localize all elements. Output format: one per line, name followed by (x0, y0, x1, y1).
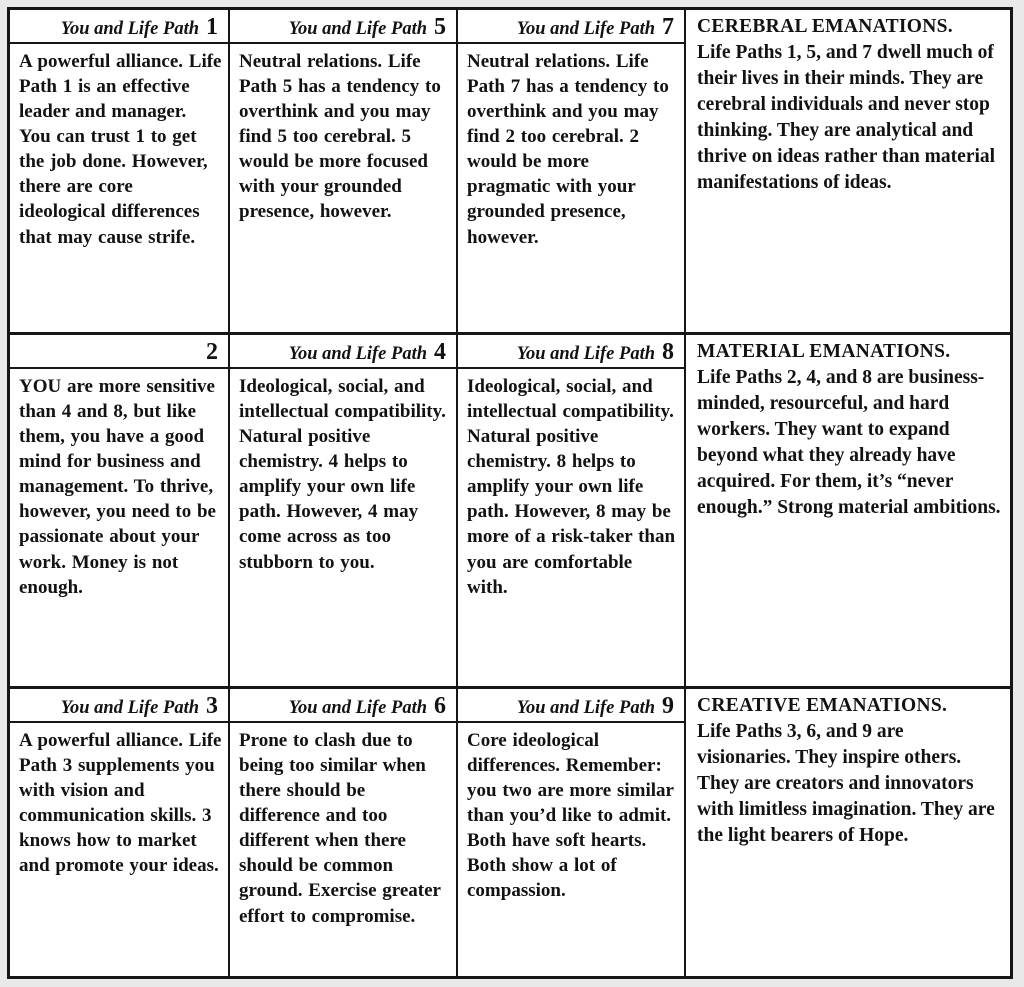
category-body-text: Life Paths 2, 4, and 8 are business-minded, resourceful, and hard workers. They want to expand beyond what they already have acquired. For them, it’s “never enough.” Strong material ambitions. (697, 366, 1001, 518)
cell-life-path-2 (10, 335, 230, 686)
life-path-compatibility-table (7, 7, 1013, 979)
cell-header-number: 6 (434, 693, 446, 719)
cell-header-prefix: You and Life Path (60, 698, 199, 718)
cell-header (458, 10, 684, 44)
category-cell-creative-emanations (686, 689, 1010, 976)
cell-header (458, 689, 684, 723)
category-title: CREATIVE EMANATIONS. (697, 695, 948, 716)
cell-header-prefix: You and Life Path (60, 19, 199, 39)
cell-body-text: Core ideological differences. Remember: you two are more similar than you’d like to admit. Both have soft hearts. Both show a lot of compassion. (467, 730, 674, 902)
cell-body-text: Neutral relations. Life Path 5 has a tendency to overthink and you may find 5 too cerebral. 5 would be more focused with your grounded presence, however. (239, 51, 441, 223)
cell-header-prefix: You and Life Path (516, 19, 655, 39)
cell-life-path-5 (230, 10, 458, 332)
cell-header-number: 3 (206, 693, 218, 719)
table-row-group-material (10, 335, 1010, 689)
cell-header-number: 8 (662, 339, 674, 365)
cell-header (230, 335, 456, 369)
cell-header-number: 1 (206, 14, 218, 40)
category-title: CEREBRAL EMANATIONS. (697, 16, 953, 37)
cell-header (10, 335, 228, 369)
cell-header (458, 335, 684, 369)
cell-life-path-1 (10, 10, 230, 332)
category-cell-material-emanations (686, 335, 1010, 686)
cell-life-path-6 (230, 689, 458, 976)
cell-body-text: Ideological, social, and intellectual compatibility. Natural positive chemistry. 8 helps to amplify your own life path. However, 8 may be more of a risk-taker than you are comfortable with. (467, 376, 676, 598)
category-body-text: Life Paths 3, 6, and 9 are visionaries. They inspire others. They are creators and innovators with limitless imagination. They are the light bearers of Hope. (697, 720, 995, 846)
cell-life-path-7 (458, 10, 686, 332)
cell-header (230, 10, 456, 44)
cell-header-prefix: You and Life Path (288, 344, 427, 364)
cell-life-path-3 (10, 689, 230, 976)
cell-header (230, 689, 456, 723)
category-title: MATERIAL EMANATIONS. (697, 341, 951, 362)
cell-header-number: 4 (434, 339, 446, 365)
cell-header-number: 7 (662, 14, 674, 40)
cell-body-text: Prone to clash due to being too similar when there should be difference and too different when there should be common ground. Exercise greater effort to compromise. (239, 730, 441, 927)
cell-life-path-9 (458, 689, 686, 976)
cell-header (10, 689, 228, 723)
cell-header (10, 10, 228, 44)
cell-life-path-4 (230, 335, 458, 686)
table-row-group-creative (10, 689, 1010, 976)
cell-header-prefix: You and Life Path (288, 698, 427, 718)
category-body-text: Life Paths 1, 5, and 7 dwell much of their lives in their minds. They are cerebral individuals and never stop thinking. They are analytical and thrive on ideas rather than material manifestations of ideas. (697, 41, 996, 193)
cell-header-number: 5 (434, 14, 446, 40)
cell-life-path-8 (458, 335, 686, 686)
cell-body-text: Neutral relations. Life Path 7 has a tendency to overthink and you may find 2 too cerebral. 2 would be more pragmatic with your grounded presence, however. (467, 51, 669, 248)
category-cell-cerebral-emanations (686, 10, 1010, 332)
cell-body-text: A powerful alliance. Life Path 3 supplements you with vision and communication skills. 3 knows how to market and promote your ideas. (19, 730, 222, 877)
cell-body-text: A powerful alliance. Life Path 1 is an effective leader and manager. You can trust 1 to get the job done. However, there are core ideological differences that may cause strife. (19, 51, 222, 248)
cell-header-prefix: You and Life Path (288, 19, 427, 39)
cell-header-prefix: You and Life Path (516, 698, 655, 718)
cell-header-number: 9 (662, 693, 674, 719)
cell-body-text: Ideological, social, and intellectual compatibility. Natural positive chemistry. 4 helps to amplify your own life path. However, 4 may come across as too stubborn to you. (239, 376, 446, 573)
table-row-group-cerebral (10, 10, 1010, 335)
cell-header-prefix: You and Life Path (516, 344, 655, 364)
cell-body-text: YOU are more sensitive than 4 and 8, but like them, you have a good mind for business and management. To thrive, however, you need to be passionate about your work. Money is not enough. (19, 376, 216, 598)
cell-header-number: 2 (206, 339, 218, 365)
